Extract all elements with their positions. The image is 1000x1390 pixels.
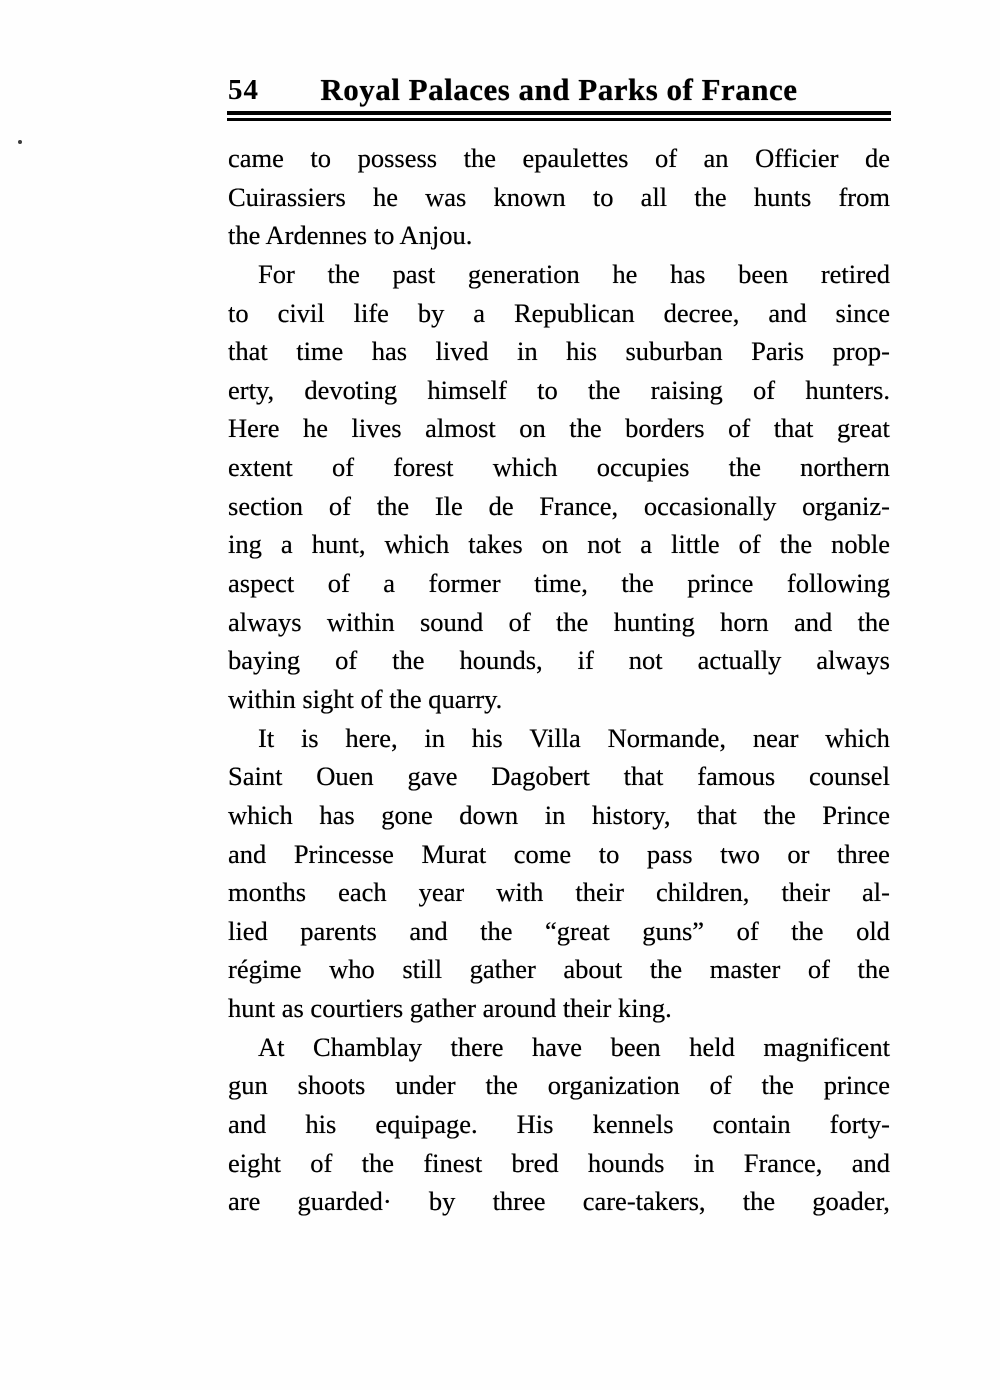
word: aspect — [228, 568, 295, 599]
word: of — [728, 413, 751, 444]
word: of — [709, 1070, 732, 1101]
word: in — [544, 799, 566, 830]
word: the — [742, 1186, 776, 1217]
running-title: Royal Palaces and Parks of France — [320, 72, 798, 107]
text-line — [228, 332, 890, 371]
word: under — [395, 1070, 456, 1101]
word: following — [786, 568, 890, 599]
word: Normande, — [607, 722, 727, 753]
word: he — [372, 181, 398, 212]
word: or — [787, 838, 810, 869]
word: hunters. — [805, 374, 890, 405]
word: a — [640, 529, 652, 560]
word: the — [857, 606, 890, 637]
word: came — [228, 143, 284, 173]
word: of — [736, 915, 759, 946]
word: with — [496, 877, 544, 908]
word: Villa — [529, 722, 581, 753]
word: his — [566, 336, 598, 367]
word: and — [409, 915, 448, 946]
word: is — [300, 722, 319, 753]
word: kennels — [592, 1109, 674, 1140]
word: prince — [823, 1070, 890, 1101]
word: gave — [407, 761, 458, 792]
word: has — [371, 336, 408, 367]
word: a — [280, 529, 293, 560]
word: near — [752, 722, 799, 753]
text-line — [228, 448, 890, 487]
word: of — [752, 374, 776, 405]
word: actually — [697, 645, 782, 676]
word: “great — [544, 915, 610, 946]
word: by — [417, 297, 445, 328]
text-line — [228, 757, 890, 796]
word: the — [779, 529, 813, 560]
rule-top-line — [227, 111, 891, 115]
word: possess — [357, 143, 438, 173]
word: contain — [712, 1109, 791, 1140]
rule-bottom-line — [227, 118, 891, 121]
word: which — [492, 452, 558, 483]
word: are — [228, 1186, 261, 1217]
word: Here — [228, 413, 280, 444]
word: the — [728, 452, 761, 483]
word: and — [768, 297, 807, 328]
text-line — [228, 409, 890, 448]
word: famous — [697, 761, 776, 792]
word: has — [670, 258, 706, 289]
word: three — [492, 1186, 546, 1217]
word: occasionally — [643, 490, 777, 521]
text-line — [228, 564, 890, 603]
text-line — [228, 873, 890, 912]
word: life — [353, 297, 389, 328]
word: since — [835, 297, 890, 328]
word: parents — [300, 915, 377, 946]
text-line — [228, 912, 890, 951]
word: shoots — [297, 1070, 366, 1101]
text-line — [228, 603, 890, 642]
word: Prince — [822, 799, 890, 830]
word: forty- — [829, 1109, 890, 1140]
text-line — [228, 1028, 890, 1067]
word: a — [383, 568, 396, 599]
word: forest — [393, 452, 454, 483]
word: and — [228, 1109, 267, 1140]
word: Dagobert — [491, 761, 590, 792]
text-line — [228, 525, 890, 564]
word: devoting — [304, 374, 398, 405]
word: three — [836, 838, 890, 869]
word: occupies — [596, 452, 690, 483]
text-line — [228, 641, 890, 680]
word: section — [228, 490, 304, 521]
word: care-takers, — [582, 1186, 706, 1217]
word: the — [485, 1070, 518, 1101]
word: of — [508, 606, 531, 637]
word: the — [649, 954, 683, 985]
word: been — [610, 1031, 661, 1062]
word: gun — [228, 1070, 268, 1101]
word: two — [720, 838, 760, 869]
word: months — [228, 877, 307, 908]
word: to — [537, 374, 558, 405]
word: hunting — [613, 606, 695, 637]
word: the — [463, 143, 496, 173]
text-line — [228, 255, 890, 294]
text-line — [228, 835, 890, 874]
word: noble — [831, 529, 890, 560]
text-line — [228, 487, 890, 526]
word: epaulettes — [522, 143, 629, 173]
word: that — [697, 799, 737, 830]
word: time — [296, 336, 344, 367]
word: generation — [467, 258, 580, 289]
word: suburban — [625, 336, 723, 367]
word: of — [331, 452, 355, 483]
word: their — [781, 877, 830, 908]
word: of — [335, 645, 358, 676]
word: gather — [469, 954, 536, 985]
word: from — [838, 181, 890, 212]
word: all — [640, 181, 668, 212]
word: known — [493, 181, 566, 212]
word: and — [228, 838, 267, 869]
word: the — [761, 1070, 794, 1101]
header-double-rule — [227, 111, 891, 121]
word: in — [517, 336, 538, 367]
word: on — [519, 413, 546, 444]
word: hunts — [753, 181, 812, 212]
word: master — [709, 954, 781, 985]
word: of — [807, 954, 830, 985]
word: the — [480, 915, 513, 946]
word: the — [694, 181, 727, 212]
word: Paris — [751, 336, 805, 367]
text-line — [228, 1105, 890, 1144]
word: de — [864, 143, 890, 173]
word: to — [310, 143, 332, 173]
word: finest — [423, 1147, 483, 1178]
word: an — [703, 143, 729, 173]
word: At — [258, 1031, 285, 1062]
word: year — [418, 877, 465, 908]
word: régime — [228, 954, 302, 985]
word: magnificent — [763, 1031, 890, 1062]
word: within — [326, 606, 395, 637]
word: prince — [687, 568, 754, 599]
word: borders — [625, 413, 705, 444]
word: al- — [862, 877, 890, 908]
word: and — [851, 1147, 890, 1178]
page-number: 54 — [228, 74, 259, 106]
word: pass — [646, 838, 693, 869]
word: to — [592, 181, 614, 212]
text-line: hunt as courtiers gather around their king. — [228, 993, 672, 1024]
word: been — [738, 258, 789, 289]
word: the — [327, 258, 360, 289]
word: the — [556, 606, 589, 637]
word: time, — [534, 568, 588, 599]
word: of — [738, 529, 761, 560]
text-line: within sight of the quarry. — [228, 683, 503, 714]
word: His — [516, 1109, 554, 1140]
word: if — [577, 645, 594, 676]
word: retired — [820, 258, 890, 289]
word: in — [693, 1147, 715, 1178]
text-line — [228, 178, 890, 217]
word: old — [856, 915, 890, 946]
word: and — [793, 606, 833, 637]
word: the — [376, 490, 410, 521]
word: extent — [228, 452, 293, 483]
word: Ile — [434, 490, 463, 521]
text-line — [228, 950, 890, 989]
word: here, — [345, 722, 398, 753]
text-line — [228, 1182, 890, 1221]
word: Princesse — [293, 838, 394, 869]
word: hounds — [587, 1147, 665, 1178]
word: prop- — [832, 336, 890, 367]
word: baying — [228, 645, 301, 676]
word: hunt, — [311, 529, 366, 560]
word: France, — [539, 490, 619, 521]
word: on — [541, 529, 569, 560]
word: has — [319, 799, 355, 830]
word: who — [329, 954, 375, 985]
word: the — [621, 568, 654, 599]
word: Officier — [755, 143, 839, 173]
word: which — [228, 799, 293, 830]
word: guarded· — [297, 1186, 392, 1217]
word: that — [623, 761, 664, 792]
word: the — [392, 645, 425, 676]
word: not — [587, 529, 622, 560]
word: equipage. — [375, 1109, 478, 1140]
text-line — [228, 294, 890, 333]
text-line — [228, 719, 890, 758]
page-body-text — [228, 139, 890, 1221]
word: of — [654, 143, 678, 173]
word: almost — [425, 413, 496, 444]
text-line — [228, 1066, 890, 1105]
word: Chamblay — [313, 1031, 422, 1062]
word: France, — [743, 1147, 823, 1178]
word: sound — [419, 606, 484, 637]
word: ing — [228, 529, 262, 560]
word: For — [258, 258, 295, 289]
word: the — [569, 413, 602, 444]
word: the — [587, 374, 621, 405]
word: that — [228, 336, 268, 367]
word: Saint — [228, 761, 283, 792]
word: to — [228, 297, 249, 328]
text-line — [228, 1144, 890, 1183]
word: former — [428, 568, 501, 599]
word: great — [836, 413, 890, 444]
word: to — [598, 838, 620, 869]
scan-speck-artifact — [18, 140, 22, 144]
word: of — [310, 1147, 333, 1178]
word: organiz- — [802, 490, 890, 521]
word: lives — [351, 413, 402, 444]
word: there — [450, 1031, 504, 1062]
word: of — [327, 568, 350, 599]
word: come — [513, 838, 572, 869]
word: history, — [591, 799, 671, 830]
word: horn — [720, 606, 769, 637]
word: It — [258, 722, 275, 753]
word: counsel — [808, 761, 890, 792]
word: erty, — [228, 374, 275, 405]
word: hounds, — [459, 645, 543, 676]
word: lived — [435, 336, 489, 367]
text-line — [228, 139, 890, 178]
word: still — [402, 954, 443, 985]
word: Republican — [514, 297, 635, 328]
word: eight — [228, 1147, 281, 1178]
text-line: the Ardennes to Anjou. — [228, 220, 473, 251]
word: guns” — [642, 915, 705, 946]
word: raising — [650, 374, 723, 405]
word: the — [791, 915, 824, 946]
text-line — [228, 796, 890, 835]
word: the — [857, 954, 890, 985]
word: organization — [547, 1070, 680, 1101]
word: always — [228, 606, 302, 637]
word: he — [612, 258, 638, 289]
word: lied — [228, 915, 268, 946]
word: bred — [511, 1147, 559, 1178]
word: a — [473, 297, 486, 328]
word: children, — [655, 877, 750, 908]
word: of — [328, 490, 351, 521]
word: Ouen — [316, 761, 374, 792]
word: not — [628, 645, 663, 676]
word: decree, — [663, 297, 740, 328]
word: he — [303, 413, 329, 444]
word: down — [459, 799, 519, 830]
word: de — [488, 490, 514, 521]
word: little — [671, 529, 720, 560]
page-header — [228, 70, 890, 110]
word: his — [305, 1109, 337, 1140]
word: in — [424, 722, 445, 753]
word: that — [773, 413, 814, 444]
text-line — [228, 371, 890, 410]
word: past — [392, 258, 436, 289]
word: have — [532, 1031, 583, 1062]
word: Cuirassiers — [228, 181, 346, 212]
word: the — [763, 799, 796, 830]
word: takes — [468, 529, 523, 560]
word: which — [384, 529, 450, 560]
word: their — [575, 877, 624, 908]
word: about — [563, 954, 623, 985]
word: himself — [427, 374, 507, 405]
word: which — [825, 722, 890, 753]
word: the — [361, 1147, 395, 1178]
word: by — [428, 1186, 456, 1217]
word: gone — [381, 799, 433, 830]
word: each — [338, 877, 387, 908]
word: always — [816, 645, 890, 676]
word: held — [689, 1031, 735, 1062]
word: was — [425, 181, 467, 212]
word: northern — [800, 452, 890, 483]
word: goader, — [812, 1186, 890, 1217]
word: civil — [277, 297, 325, 328]
word: Murat — [421, 838, 487, 869]
word: his — [471, 722, 503, 753]
